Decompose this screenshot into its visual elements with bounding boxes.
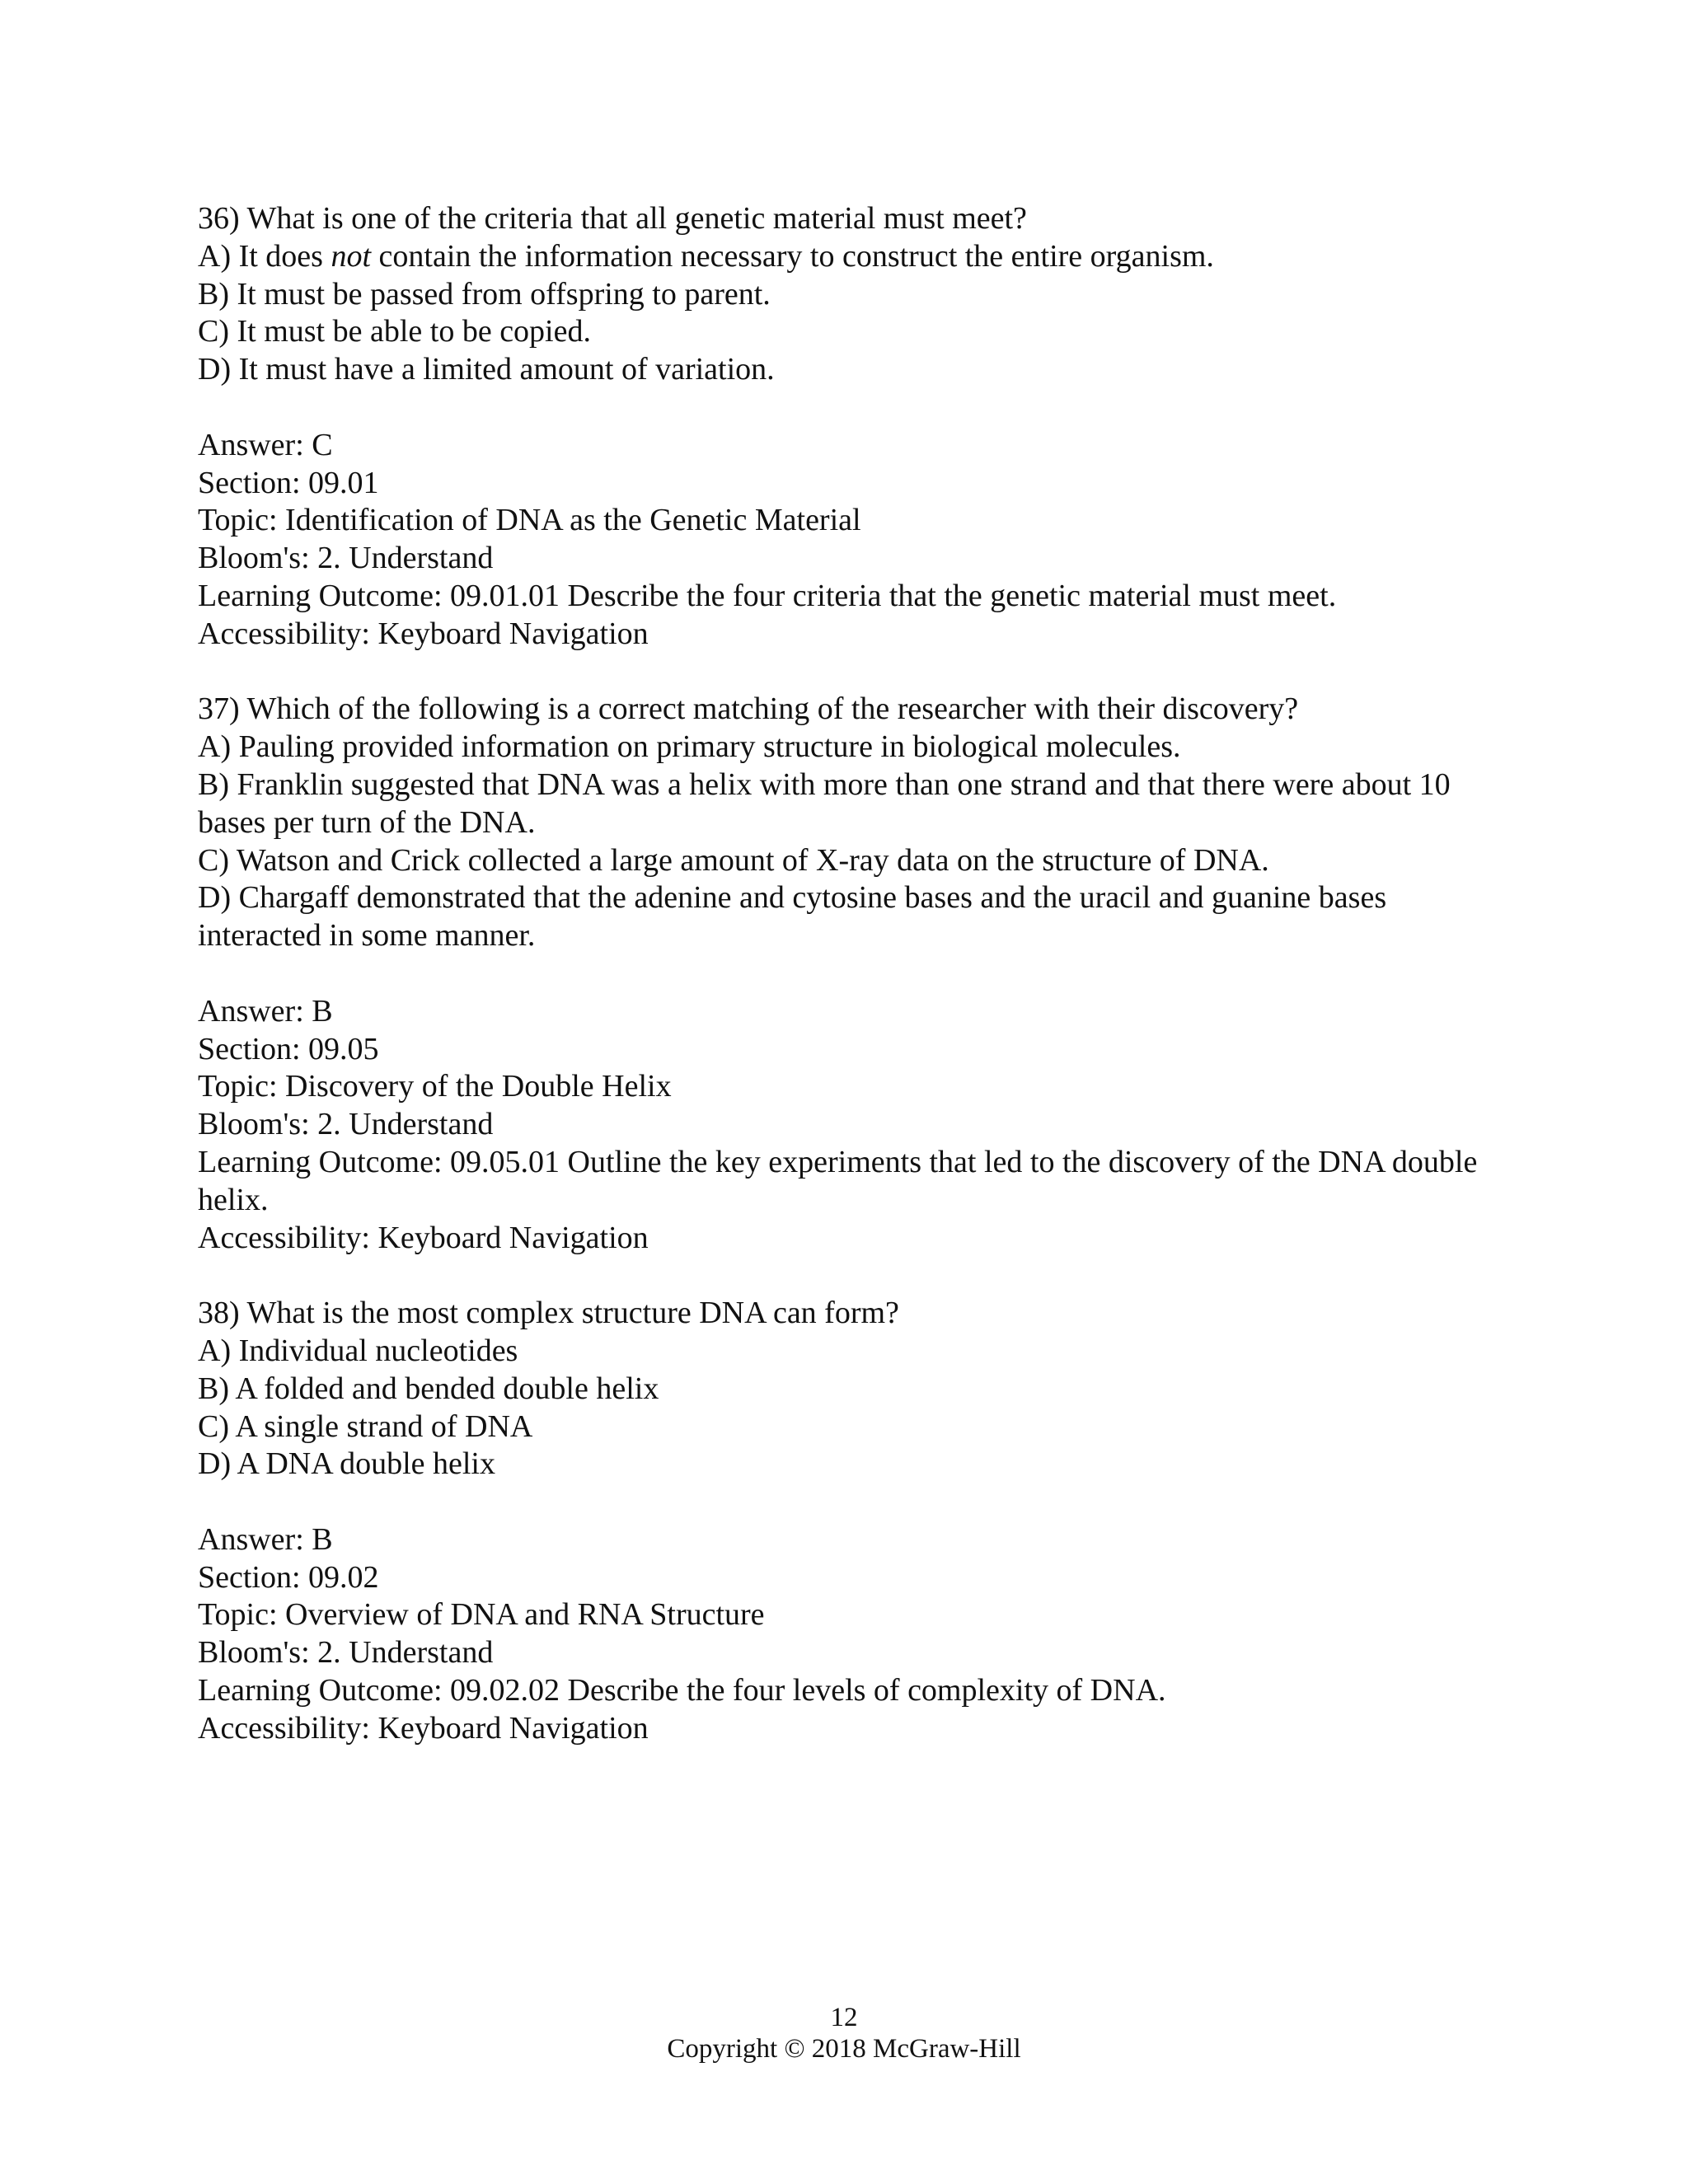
topic: Topic: Overview of DNA and RNA Structure bbox=[198, 1597, 765, 1633]
blooms-level: Bloom's: 2. Understand bbox=[198, 1635, 494, 1671]
section-ref: Section: 09.01 bbox=[198, 465, 379, 500]
answer-option-b: B) A folded and bended double helix bbox=[198, 1371, 659, 1406]
topic: Topic: Identification of DNA as the Genetic Material bbox=[198, 503, 861, 538]
learning-outcome: Learning Outcome: 09.01.01 Describe the four criteria that the genetic material must meet. bbox=[198, 578, 1337, 613]
accessibility-note: Accessibility: Keyboard Navigation bbox=[198, 616, 649, 651]
answer-option-b: B) Franklin suggested that DNA was a helix with more than one strand and that there were about 10 bases per turn of the DNA. bbox=[198, 766, 1451, 840]
answer-option-a: A) Individual nucleotides bbox=[198, 1333, 518, 1368]
question-stem: 38) What is the most complex structure DNA can form? bbox=[198, 1296, 899, 1331]
learning-outcome: Learning Outcome: 09.05.01 Outline the key experiments that led to the discovery of the DNA double helix. bbox=[198, 1144, 1478, 1217]
answer-key: Answer: C bbox=[198, 427, 333, 462]
section-ref: Section: 09.02 bbox=[198, 1559, 379, 1595]
question-stem: 37) Which of the following is a correct matching of the researcher with their discovery? bbox=[198, 691, 1299, 727]
accessibility-note: Accessibility: Keyboard Navigation bbox=[198, 1220, 649, 1255]
answer-option-c: C) A single strand of DNA bbox=[198, 1408, 533, 1444]
topic: Topic: Discovery of the Double Helix bbox=[198, 1069, 672, 1104]
learning-outcome: Learning Outcome: 09.02.02 Describe the four levels of complexity of DNA. bbox=[198, 1673, 1166, 1708]
answer-option-a bbox=[198, 238, 1517, 276]
option-emphasis: not bbox=[331, 238, 372, 274]
option-text: contain the information necessary to construct the entire organism. bbox=[371, 238, 1214, 274]
blooms-level: Bloom's: 2. Understand bbox=[198, 541, 494, 576]
accessibility-note: Accessibility: Keyboard Navigation bbox=[198, 1710, 649, 1746]
answer-option-d: D) Chargaff demonstrated that the adenine and cytosine bases and the uracil and guanine bases interacted in some manner. bbox=[198, 880, 1387, 954]
question-36 bbox=[198, 200, 1517, 654]
option-text: A) It does bbox=[198, 238, 331, 274]
answer-option-d: D) It must have a limited amount of variation. bbox=[198, 352, 775, 387]
answer-key: Answer: B bbox=[198, 993, 333, 1029]
page-content bbox=[198, 200, 1517, 1748]
section-ref: Section: 09.05 bbox=[198, 1031, 379, 1066]
question-37 bbox=[198, 691, 1517, 1257]
blooms-level: Bloom's: 2. Understand bbox=[198, 1107, 494, 1142]
question-stem: 36) What is one of the criteria that all genetic material must meet? bbox=[198, 201, 1027, 236]
answer-option-d: D) A DNA double helix bbox=[198, 1446, 495, 1482]
answer-key: Answer: B bbox=[198, 1521, 333, 1557]
answer-option-c: C) Watson and Crick collected a large amount of X-ray data on the structure of DNA. bbox=[198, 842, 1269, 878]
answer-option-c: C) It must be able to be copied. bbox=[198, 314, 591, 349]
page-number: 12 bbox=[830, 2003, 858, 2032]
answer-option-b: B) It must be passed from offspring to parent. bbox=[198, 276, 771, 312]
copyright-notice: Copyright © 2018 McGraw-Hill bbox=[667, 2034, 1021, 2064]
answer-option-a: A) Pauling provided information on primary structure in biological molecules. bbox=[198, 729, 1181, 765]
question-38 bbox=[198, 1295, 1517, 1748]
